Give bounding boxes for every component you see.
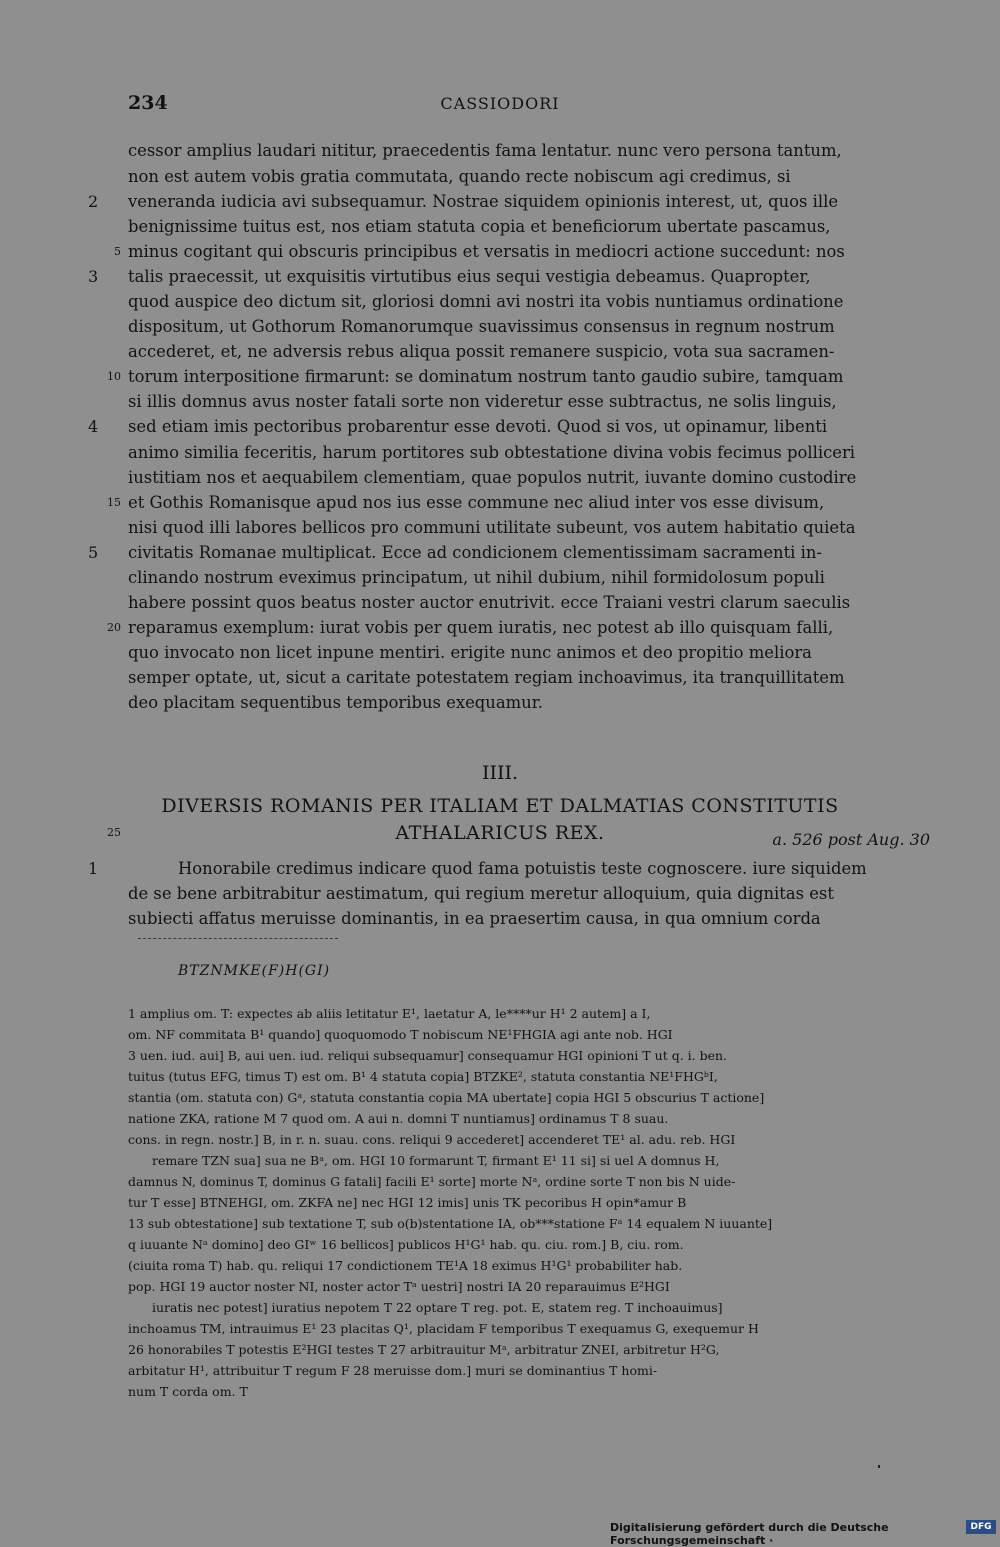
line-number: 25 xyxy=(107,826,121,839)
text-line: subiecti affatus meruisse dominantis, in ea praesertim causa, in qua omnium corda xyxy=(128,909,821,928)
paragraph-number: 3 xyxy=(88,267,99,286)
apparatus-line: tur T esse] BTNEHGI, om. ZKFA ne] nec HGI 12 imis] unis TK pecoribus H opin*amur B xyxy=(128,1195,687,1210)
apparatus-line: natione ZKA, ratione M 7 quod om. A aui n. domni T nuntiamus] ordinamus T 8 suau. xyxy=(128,1111,669,1126)
text-line: quo invocato non licet inpune mentiri. erigite nunc animos et deo propitio meliora xyxy=(128,643,812,662)
text-line: si illis domnus avus noster fatali sorte non videretur esse subtractus, ne solis linguis, xyxy=(128,392,837,411)
digitization-credit: Digitalisierung gefördert durch die Deutsche Forschungsgemeinschaft · xyxy=(610,1521,889,1547)
text-line: torum interpositione firmarunt: se dominatum nostrum tanto gaudio subire, tamquam xyxy=(128,367,844,386)
date-note: a. 526 post Aug. 30 xyxy=(772,830,930,849)
line-number: 5 xyxy=(114,245,121,258)
paragraph-number: 1 xyxy=(88,859,99,878)
apparatus-line: 26 honorabiles T potestis E²HGI testes T 27 arbitrauitur Mᵃ, arbitratur ZNEI, arbitretur H²G, xyxy=(128,1342,720,1357)
paragraph-number: 2 xyxy=(88,192,99,211)
text-line: nisi quod illi labores bellicos pro communi utilitate subeunt, vos autem habitatio quieta xyxy=(128,518,856,537)
running-title: CASSIODORI xyxy=(440,94,560,113)
paragraph-number: 4 xyxy=(88,417,99,436)
apparatus-line: stantia (om. statuta con) Gᵃ, statuta constantia copia MA ubertate] copia HGI 5 obscurius T actione] xyxy=(128,1090,765,1105)
text-line: iustitiam nos et aequabilem clementiam, quae populos nutrit, iuvante domino custodire xyxy=(128,468,857,487)
page-number: 234 xyxy=(128,92,168,114)
text-line: quod auspice deo dictum sit, gloriosi domni avi nostri ita vobis nuntiamus ordinatione xyxy=(128,292,844,311)
paragraph-number: 5 xyxy=(88,543,99,562)
line-number: 10 xyxy=(107,370,121,383)
apparatus-line: pop. HGI 19 auctor noster NI, noster actor Tᵃ uestri] nostri IA 20 reparauimus E²HGI xyxy=(128,1279,670,1294)
apparatus-line: damnus N, dominus T, dominus G fatali] facili E¹ sorte] morte Nᵃ, ordine sorte T non bis N uide- xyxy=(128,1174,736,1189)
text-line: habere possint quos beatus noster auctor enutrivit. ecce Traiani vestri clarum saeculis xyxy=(128,593,851,612)
sigla-line: BTZNMKE(F)H(GI) xyxy=(178,963,331,979)
text-line: de se bene arbitrabitur aestimatum, qui regium meretur alloquium, quia dignitas est xyxy=(128,884,834,903)
line-number: 15 xyxy=(107,496,121,509)
text-line: talis praecessit, ut exquisitis virtutibus eius sequi vestigia debeamus. Quapropter, xyxy=(128,267,811,286)
apparatus-line: cons. in regn. nostr.] B, in r. n. suau. cons. reliqui 9 accederet] accenderet TE¹ al. adu. reb. HGI xyxy=(128,1132,736,1147)
apparatus-line: 3 uen. iud. aui] B, aui uen. iud. reliqui subsequamur] consequamur HGI opinioni T ut q. i. ben. xyxy=(128,1048,728,1063)
text-line: semper optate, ut, sicut a caritate potestatem regiam inchoavimus, ita tranquillitatem xyxy=(128,668,845,687)
text-line: civitatis Romanae multiplicat. Ecce ad condicionem clementissimam sacramenti in- xyxy=(128,543,822,562)
section-heading: DIVERSIS ROMANIS PER ITALIAM ET DALMATIAS CONSTITUTIS xyxy=(161,795,839,817)
apparatus-line: num T corda om. T xyxy=(128,1384,248,1399)
apparatus-line: q iuuante Nᵃ domino] deo GIʷ 16 bellicos] publicos H¹G¹ hab. qu. ciu. rom.] B, ciu. rom. xyxy=(128,1237,684,1252)
apparatus-line: tuitus (tutus EFG, timus T) est om. B¹ 4 statuta copia] BTZKE², statuta constantia NE¹FHGᵇI, xyxy=(128,1069,718,1084)
apparatus-line: iuratis nec potest] iuratius nepotem T 22 optare T reg. pot. E, statem reg. T inchoauimus] xyxy=(152,1300,723,1315)
text-line: Honorabile credimus indicare quod fama potuistis teste cognoscere. iure siquidem xyxy=(178,859,867,878)
text-line: sed etiam imis pectoribus probarentur esse devoti. Quod si vos, ut opinamur, libenti xyxy=(128,417,828,436)
apparatus-line: arbitatur H¹, attribuitur T regum F 28 meruisse dom.] muri se dominantius T homi- xyxy=(128,1363,658,1378)
apparatus-line: remare TZN sua] sua ne Bᵃ, om. HGI 10 formarunt T, firmant E¹ 11 si] si uel A domnus H, xyxy=(152,1153,720,1168)
text-line: minus cogitant qui obscuris principibus et versatis in mediocri actione succedunt: nos xyxy=(128,242,845,261)
text-line: benignissime tuitus est, nos etiam statuta copia et beneficiorum ubertate pascamus, xyxy=(128,217,831,236)
footnote-divider xyxy=(138,938,338,939)
text-line: reparamus exemplum: iurat vobis per quem iuratis, nec potest ab illo quisquam falli, xyxy=(128,618,834,637)
apparatus-line: 1 amplius om. T: expectes ab aliis letitatur E¹, laetatur A, le****ur H¹ 2 autem] a I, xyxy=(128,1006,651,1021)
apparatus-line: (ciuita roma T) hab. qu. reliqui 17 condictionem TE¹A 18 eximus H¹G¹ probabiliter hab. xyxy=(128,1258,683,1273)
text-line: cessor amplius laudari nititur, praecedentis fama lentatur. nunc vero persona tantum, xyxy=(128,141,842,160)
apparatus-line: om. NF commitata B¹ quando] quoquomodo T nobiscum NE¹FHGIA agi ante nob. HGI xyxy=(128,1027,673,1042)
text-line: et Gothis Romanisque apud nos ius esse commune nec aliud inter vos esse divisum, xyxy=(128,493,825,512)
text-line: veneranda iudicia avi subsequamur. Nostrae siquidem opinionis interest, ut, quos ille xyxy=(128,192,839,211)
text-line: dispositum, ut Gothorum Romanorumque suavissimus consensus in regnum nostrum xyxy=(128,317,835,336)
apparatus-line: 13 sub obtestatione] sub textatione T, sub o(b)stentatione IA, ob***statione Fᵃ 14 equalem N iuuante] xyxy=(128,1216,773,1231)
text-line: accederet, et, ne adversis rebus aliqua possit remanere suspicio, vota sua sacramen- xyxy=(128,342,835,361)
text-line: deo placitam sequentibus temporibus exequamur. xyxy=(128,693,543,712)
section-heading-sender: ATHALARICUS REX. xyxy=(395,822,605,844)
dfg-logo: DFG xyxy=(966,1520,996,1534)
text-line: non est autem vobis gratia commutata, quando recte nobiscum agi credimus, si xyxy=(128,167,791,186)
text-line: animo similia feceritis, harum portitores sub obtestatione divina vobis fecimus polliceri xyxy=(128,443,856,462)
text-line: clinando nostrum eveximus principatum, ut nihil dubium, nihil formidolosum populi xyxy=(128,568,825,587)
scan-speck xyxy=(878,1465,880,1468)
line-number: 20 xyxy=(107,621,121,634)
apparatus-line: inchoamus TM, intrauimus E¹ 23 placitas Q¹, placidam F temporibus T exequamus G, exequemur H xyxy=(128,1321,759,1336)
section-number: IIII. xyxy=(481,762,519,784)
